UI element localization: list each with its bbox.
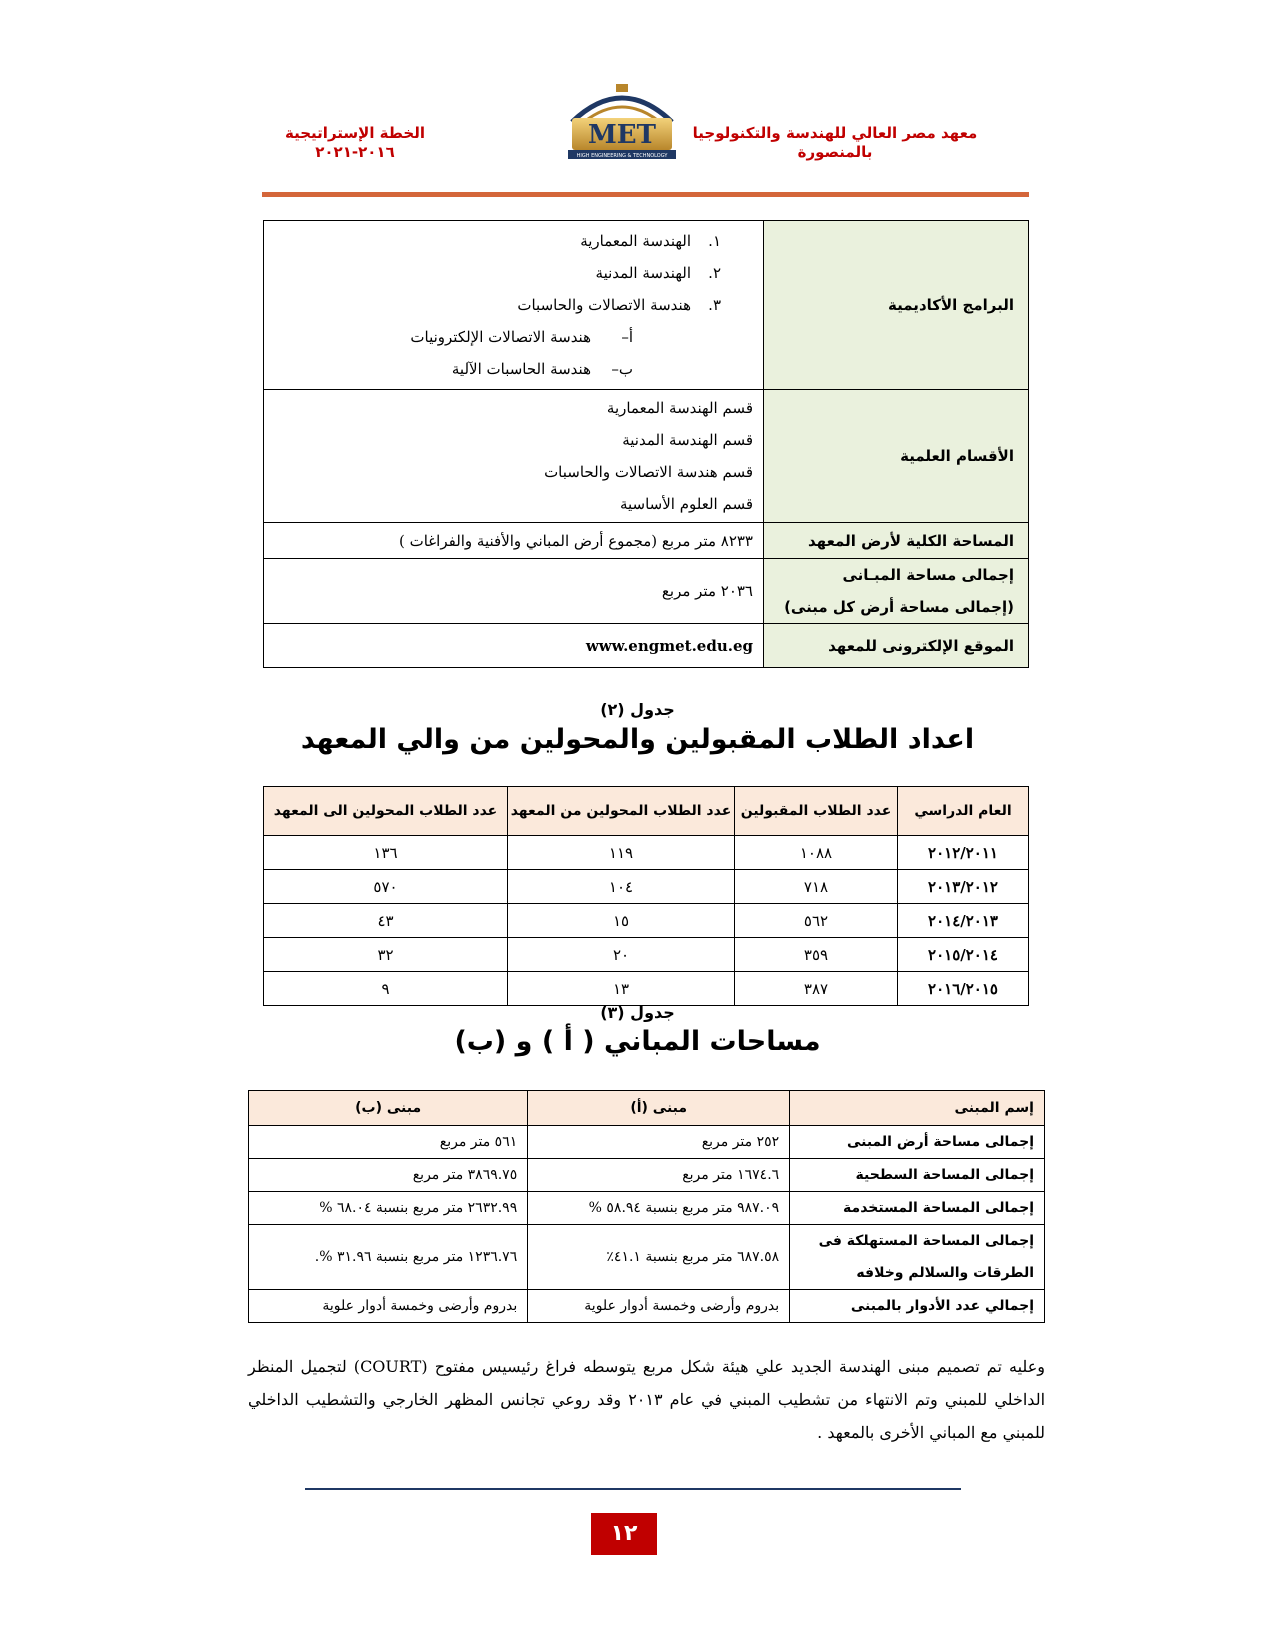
col-header-building-a: مبنى (أ) [528,1091,790,1126]
transferred-in-cell: ٣٢ [264,938,508,972]
transferred-out-cell: ١٠٤ [508,870,735,904]
buildings-area-row [264,559,1029,624]
table-row [264,836,1029,870]
table2-caption: جدول (٢) [600,700,675,719]
buildings-table [248,1090,1045,1323]
building-b-cell: بدروم وأرضى وخمسة أدوار علوية [249,1290,528,1323]
table2-title: اعداد الطلاب المقبولين والمحولين من والي المعهد [300,724,975,755]
building-a-cell: بدروم وأرضى وخمسة أدوار علوية [528,1290,790,1323]
departments-row [264,390,1029,523]
building-b-cell: ٣٨٦٩.٧٥ متر مربع [249,1159,528,1192]
accepted-cell: ٣٥٩ [735,938,898,972]
sub-program-item: ب–هندسة الحاسبات الآلية [451,360,633,378]
transferred-in-cell: ٥٧٠ [264,870,508,904]
met-logo [562,80,682,165]
col-header-building-b: مبنى (ب) [249,1091,528,1126]
table-row [264,904,1029,938]
year-cell: ٢٠١٢/٢٠١١ [898,836,1029,870]
body-paragraph: وعليه تم تصميم مبنى الهندسة الجديد علي هيئة شكل مربع يتوسطه فراغ رئيسيس مفتوح (COURT) لتجميل المنظر الداخلي للمبني وتم الانتهاء من تشطيب المبني في عام ٢٠١٣ وقد روعي تجانس المظهر الخارجي والتشطيب الداخلي للمبني مع المباني الأخرى بالمعهد . [248,1357,1046,1442]
buildings-header-row [249,1091,1045,1126]
col-header-transferred-out: عدد الطلاب المحولين من المعهد [508,787,735,836]
building-b-cell: ١٢٣٦.٧٦ متر مربع بنسبة ٣١.٩٦ %. [249,1225,528,1290]
department-item: قسم الهندسة المعمارية [606,399,753,417]
institute-name [685,124,985,162]
program-item: ٢.الهندسة المدنية [595,264,721,282]
row-label: إجمالى مساحة أرض المبنى [790,1126,1045,1159]
col-header-accepted: عدد الطلاب المقبولين [735,787,898,836]
year-cell: ٢٠١٥/٢٠١٤ [898,938,1029,972]
buildings-area-label-line2: (إجمالى مساحة أرض كل مبنى) [784,598,1014,616]
transferred-out-cell: ١٥ [508,904,735,938]
accepted-cell: ١٠٨٨ [735,836,898,870]
table-row [249,1126,1045,1159]
row-label: إجمالى المساحة السطحية [790,1159,1045,1192]
col-header-building-name: إسم المبنى [790,1091,1045,1126]
year-cell: ٢٠١٦/٢٠١٥ [898,972,1029,1006]
table-row [264,870,1029,904]
buildings-area-value: ٢٠٣٦ متر مربع [264,559,764,624]
plan-title-line1: الخطة الإستراتيجية [285,124,425,142]
table3-title: مساحات المباني ( أ ) و (ب) [454,1026,821,1057]
building-b-cell: ٥٦١ متر مربع [249,1126,528,1159]
building-a-cell: ٢٥٢ متر مربع [528,1126,790,1159]
departments-label: الأقسام العلمية [764,390,1029,523]
total-area-label: المساحة الكلية لأرض المعهد [764,523,1029,559]
transferred-out-cell: ٢٠ [508,938,735,972]
table-row [249,1159,1045,1192]
footer-rule [305,1488,961,1490]
programs-label: البرامج الأكاديمية [764,221,1029,390]
row-label: إجمالى المساحة المستخدمة [790,1192,1045,1225]
institute-name-line1: معهد مصر العالي للهندسة والتكنولوجيا [692,124,978,142]
buildings-area-label-line1: إجمالى مساحة المبـانى [842,566,1014,584]
transferred-out-cell: ١١٩ [508,836,735,870]
plan-title-line2: ٢٠١٦-٢٠٢١ [315,143,395,161]
row-label: إجمالي عدد الأدوار بالمبنى [790,1290,1045,1323]
table3-caption: جدول (٣) [600,1003,675,1022]
website-label: الموقع الإلكترونى للمعهد [764,624,1029,668]
building-a-cell: ١٦٧٤.٦ متر مربع [528,1159,790,1192]
students-table [263,786,1029,1006]
accepted-cell: ٧١٨ [735,870,898,904]
page-number: ١٢ [591,1513,657,1555]
building-a-cell: ٦٨٧.٥٨ متر مربع بنسبة ٤١.١٪ [528,1225,790,1290]
transferred-in-cell: ٩ [264,972,508,1006]
svg-text:HIGH ENGINEERING & TECHNOLOGY: HIGH ENGINEERING & TECHNOLOGY [576,153,668,159]
table-row [264,938,1029,972]
svg-text:MET: MET [588,120,656,150]
transferred-in-cell: ١٣٦ [264,836,508,870]
year-cell: ٢٠١٣/٢٠١٢ [898,870,1029,904]
website-link[interactable]: www.engmet.edu.eg [264,624,764,668]
program-item: ١.الهندسة المعمارية [580,232,721,250]
table-row [249,1225,1045,1290]
row-label: إجمالى المساحة المستهلكة فى الطرقات والسلالم وخلافه [790,1225,1045,1290]
table-row [249,1192,1045,1225]
institute-name-line2: بالمنصورة [797,143,873,161]
department-item: قسم العلوم الأساسية [619,495,753,513]
total-area-row [264,523,1029,559]
header-rule [262,192,1029,197]
students-header-row [264,787,1029,836]
year-cell: ٢٠١٤/٢٠١٣ [898,904,1029,938]
transferred-out-cell: ١٣ [508,972,735,1006]
departments-list [264,390,764,523]
sub-program-item: أ–هندسة الاتصالات الإلكترونيات [410,328,633,346]
programs-row [264,221,1029,390]
table-row [264,972,1029,1006]
department-item: قسم الهندسة المدنية [622,431,753,449]
table-row [249,1290,1045,1323]
program-item: ٣.هندسة الاتصالات والحاسبات [517,296,721,314]
building-a-cell: ٩٨٧.٠٩ متر مربع بنسبة ٥٨.٩٤ % [528,1192,790,1225]
accepted-cell: ٥٦٢ [735,904,898,938]
institute-info-table [263,220,1029,668]
programs-list [264,221,764,390]
transferred-in-cell: ٤٣ [264,904,508,938]
department-item: قسم هندسة الاتصالات والحاسبات [544,463,753,481]
accepted-cell: ٣٨٧ [735,972,898,1006]
buildings-area-label [764,559,1029,624]
website-row [264,624,1029,668]
total-area-value: ٨٢٣٣ متر مربع (مجموع أرض المباني والأفنية والفراغات ) [264,523,764,559]
building-b-cell: ٢٦٣٢.٩٩ متر مربع بنسبة ٦٨.٠٤ % [249,1192,528,1225]
col-header-year: العام الدراسي [898,787,1029,836]
plan-title [255,124,455,162]
col-header-transferred-in: عدد الطلاب المحولين الى المعهد [264,787,508,836]
